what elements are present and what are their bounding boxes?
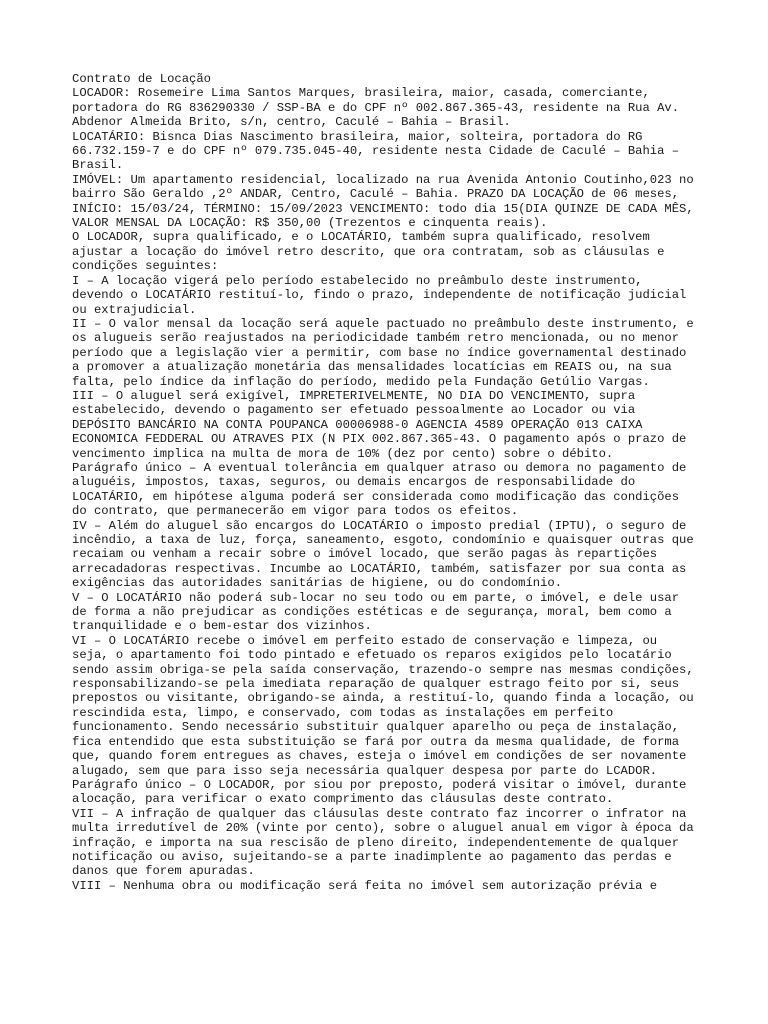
clause-iii: III – O aluguel será exigível, IMPRETERIVELMENTE, NO DIA DO VENCIMENTO, supra estabelecido, devendo o pagamento ser efetuado pessoalmente ao Locador ou via DEPÓSITO BANCÁRIO NA CONTA POUPANCA 00006988-0 AGENCIA 4589 OPERAÇÃO 013 CAIXA ECONOMICA FEDDERAL OU ATRAVES PIX (N PIX 002.867.365-43. O pagamento após o prazo de vencimento implica na multa de mora de 10% (dez por cento) sobre o débito. [72, 388, 687, 461]
preamble-paragraph: O LOCADOR, supra qualificado, e o LOCATÁRIO, também supra qualificado, resolvem ajustar a locação do imóvel retro descrito, que ora contratam, sob as cláusulas e condições seguintes: [72, 230, 665, 274]
clause-vi-sole-paragraph: Parágrafo único – O LOCADOR, por siou por preposto, poderá visitar o imóvel, durante alocação, para verificar o exato comprimento das cláusulas deste contrato. [72, 777, 687, 807]
contract-page [72, 72, 698, 893]
clause-ii: II – O valor mensal da locação será aquele pactuado no preâmbulo deste instrumento, e os alugueis serão reajustados na periodicidade também retro mencionada, ou no menor período que a legislação vier a permitir, com base no índice governamental destinado a promover a atualização monetária das mensalidades locatícias em REAIS ou, na sua falta, pelo índice da inflação do período, medido pela Fundação Getúlio Vargas. [72, 316, 694, 389]
locador-paragraph: LOCADOR: Rosemeire Lima Santos Marques, brasileira, maior, casada, comerciante, portadora do RG 836290330 / SSP-BA e do CPF nº 002.867.365-43, residente na Rua Av. Abdenor Almeida Brito, s/n, centro, Caculé – Bahia – Brasil. [72, 86, 680, 130]
clause-iii-sole-paragraph: Parágrafo único – A eventual tolerância em qualquer atraso ou demora no pagamento de aluguéis, impostos, taxas, seguros, ou demais encargos de responsabilidade do LOCATÁRIO, em hipótese alguma poderá ser considerada como modificação das condições do contrato, que permanecerão em vigor para todos os efeitos. [72, 460, 687, 519]
locatario-paragraph: LOCATÁRIO: Bisnca Dias Nascimento brasileira, maior, solteira, portadora do RG 66.732.159-7 e do CPF nº 079.735.045-40, residente nesta Cidade de Caculé – Bahia – Brasil. [72, 129, 680, 173]
clause-vii: VII – A infração de qualquer das cláusulas deste contrato faz incorrer o infrator na multa irredutível de 20% (vinte por cento), sobre o aluguel anual em vigor à época da infração, e importa na sua rescisão de pleno direito, independentemente de qualquer notificação ou aviso, sujeitando-se a parte inadimplente ao pagamento das perdas e danos que forem apuradas. [72, 806, 694, 879]
clause-viii: VIII – Nenhuma obra ou modificação será feita no imóvel sem autorização prévia e [72, 878, 658, 893]
imovel-paragraph: IMÓVEL: Um apartamento residencial, localizado na rua Avenida Antonio Coutinho,023 no bairro São Geraldo ,2º ANDAR, Centro, Caculé – Bahia. PRAZO DA LOCAÇÃO de 06 meses, INÍCIO: 15/03/24, TÉRMINO: 15/09/2023 VENCIMENTO: todo dia 15(DIA QUINZE DE CADA MÊS, VALOR MENSAL DA LOCAÇÃO: R$ 350,00 (Trezentos e cinquenta reais). [72, 172, 694, 231]
document-title: Contrato de Locação [72, 72, 211, 86]
clause-i: I – A locação vigerá pelo período estabelecido no preâmbulo deste instrumento, devendo o LOCATÁRIO restituí-lo, findo o prazo, independente de notificação judicial ou extrajudicial. [72, 273, 687, 317]
clause-vi: VI – O LOCATÁRIO recebe o imóvel em perfeito estado de conservação e limpeza, ou seja, o apartamento foi todo pintado e efetuado os reparos exigidos pelo locatário sendo assim obriga-se pela saída conservação, trazendo-o sempre nas mesmas condições, responsabilizando-se pela imediata reparação de qualquer estrago feito por si, seus prepostos ou visitante, obrigando-se ainda, a restituí-lo, quando finda a locação, ou rescindida esta, limpo, e conservado, com todas as instalações em perfeito funcionamento. Sendo necessário substituir qualquer aparelho ou peça de instalação, fica entendido que esta substituição se fará por outra da mesma qualidade, de forma que, quando forem entregues as chaves, esteja o imóvel em condições de ser novamente alugado, sem que para isso seja necessária qualquer despesa por parte do LCADOR. [72, 633, 694, 778]
clause-iv: IV – Além do aluguel são encargos do LOCATÁRIO o imposto predial (IPTU), o seguro de incêndio, a taxa de luz, força, saneamento, esgoto, condomínio e quaisquer outras que recaiam ou venham a recair sobre o imóvel locado, que serão pagas às repartições arrecadadoras respectivas. Incumbe ao LOCATÁRIO, também, satisfazer por sua conta as exigências das autoridades sanitárias de higiene, ou do condomínio. [72, 518, 694, 591]
clause-v: V – O LOCATÁRIO não poderá sub-locar no seu todo ou em parte, o imóvel, e dele usar de forma a não prejudicar as condições estéticas e de segurança, moral, bem como a tranquilidade e o bem-estar dos vizinhos. [72, 590, 680, 634]
